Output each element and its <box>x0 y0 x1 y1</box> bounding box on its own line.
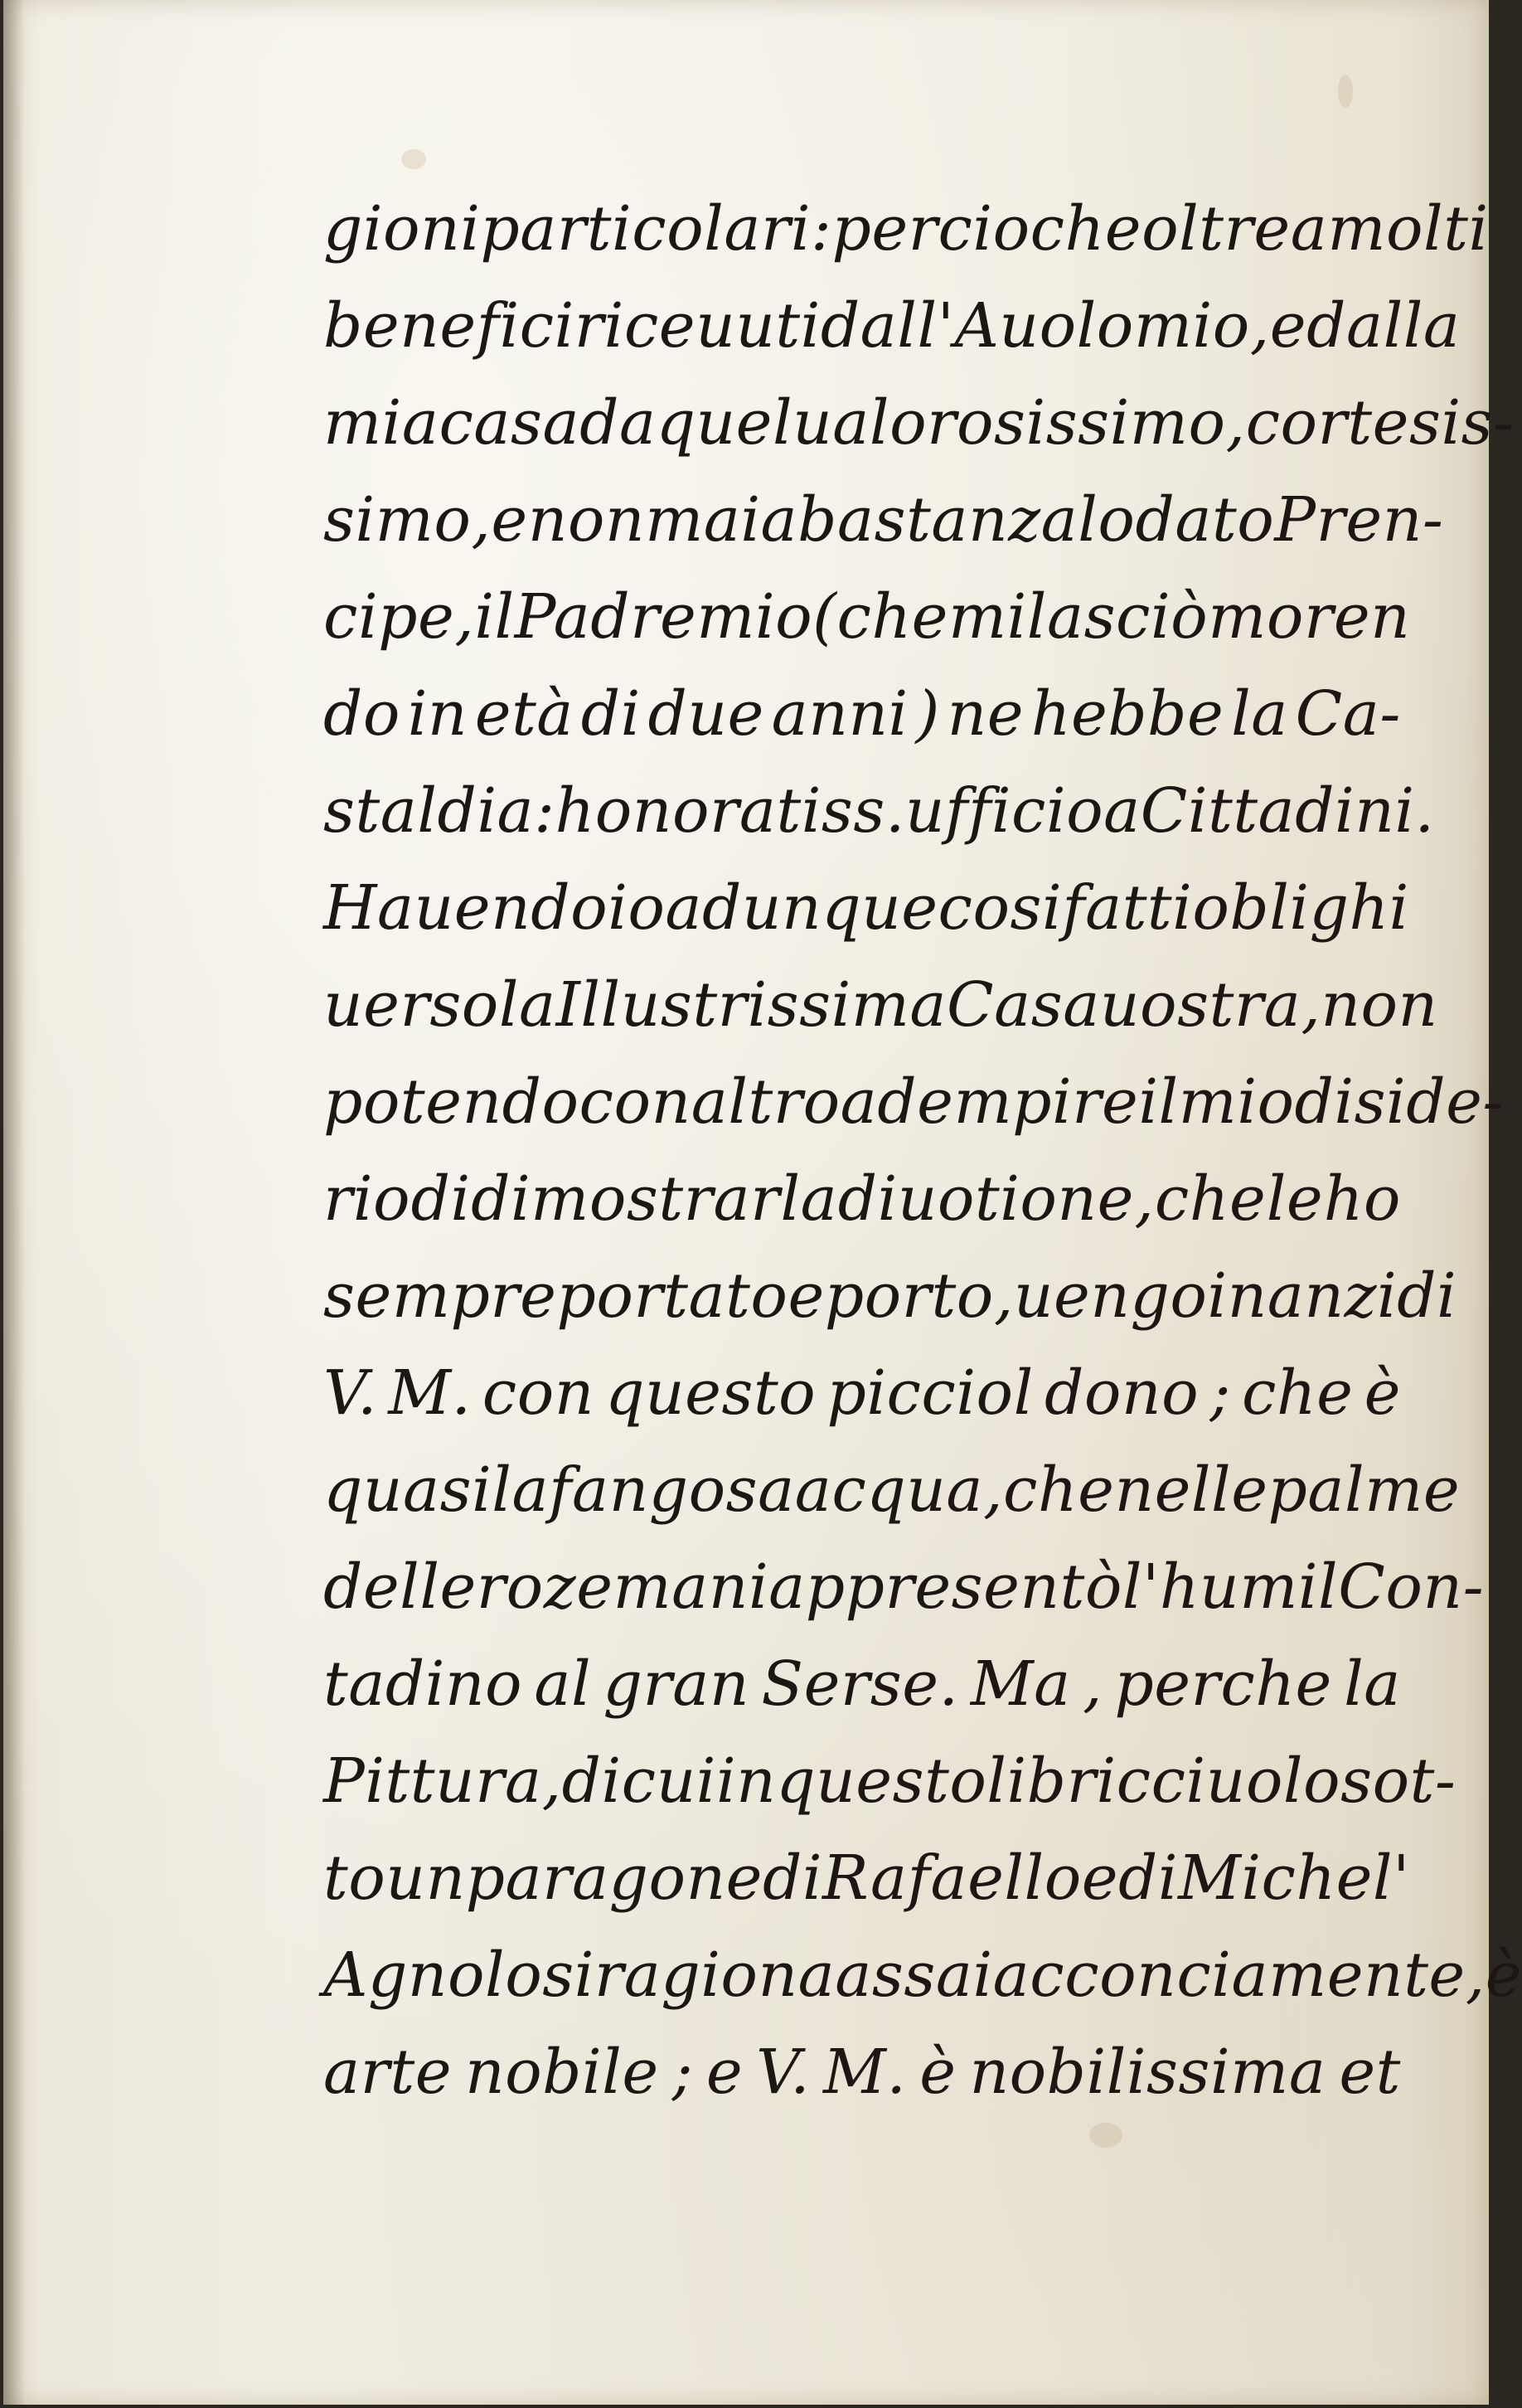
text-line: Agnolo si ragiona assai acconciamente, è <box>323 1940 1522 2011</box>
text-line: Hauendo io adunque cosi fatti oblighi <box>323 872 1409 944</box>
text-line: Pittura , di cui in questo libricciuolo sot- <box>323 1745 1457 1817</box>
text-line: cipe , il Padre mio ( che mi lasciò moren <box>323 581 1411 653</box>
text-line: benefici riceuuti dall' Auolo mio , e dalla <box>323 290 1461 362</box>
text-line: delle roze mani appresentò l'humil Con- <box>323 1551 1485 1623</box>
paper-stain <box>1089 2123 1122 2148</box>
paper-stain <box>401 149 426 169</box>
text-line: V. M. con questo picciol dono ; che è <box>323 1357 1401 1429</box>
book-page <box>3 0 1522 2405</box>
text-line: rio di dimostrar la diuotione , che le ho <box>323 1163 1401 1235</box>
text-line: quasi la fangosa acqua , che nelle palme <box>323 1454 1461 1526</box>
text-line: arte nobile ; e V. M. è nobilissima et <box>323 2037 1401 2108</box>
text-line: to un paragone di Rafaello e di Michel' <box>323 1842 1410 1914</box>
body-text <box>323 181 1522 2121</box>
text-line: do in età di due anni ) ne hebbe la Ca- <box>323 678 1401 750</box>
text-line: sempre portato e porto , uengo inanzi di <box>323 1260 1457 1332</box>
text-line: potendo con altro adempire il mio diside- <box>323 1066 1504 1138</box>
text-line: gioni particolari : percioche oltre a molti <box>323 193 1489 265</box>
paper-stain <box>1338 75 1353 108</box>
text-line: simo, e non mai a bastanza lodato Pren- <box>323 484 1444 556</box>
text-line: tadino al gran Serse. Ma , perche la <box>323 1648 1401 1720</box>
text-line: uerso la Illustrissima Casa uostra , non <box>323 969 1438 1041</box>
spine-shadow <box>3 0 25 2405</box>
text-line: mia casa da quel ualorosissimo , cortesis- <box>323 387 1515 459</box>
text-line: staldia : honoratiss. ufficio a Cittadini. <box>323 775 1435 847</box>
